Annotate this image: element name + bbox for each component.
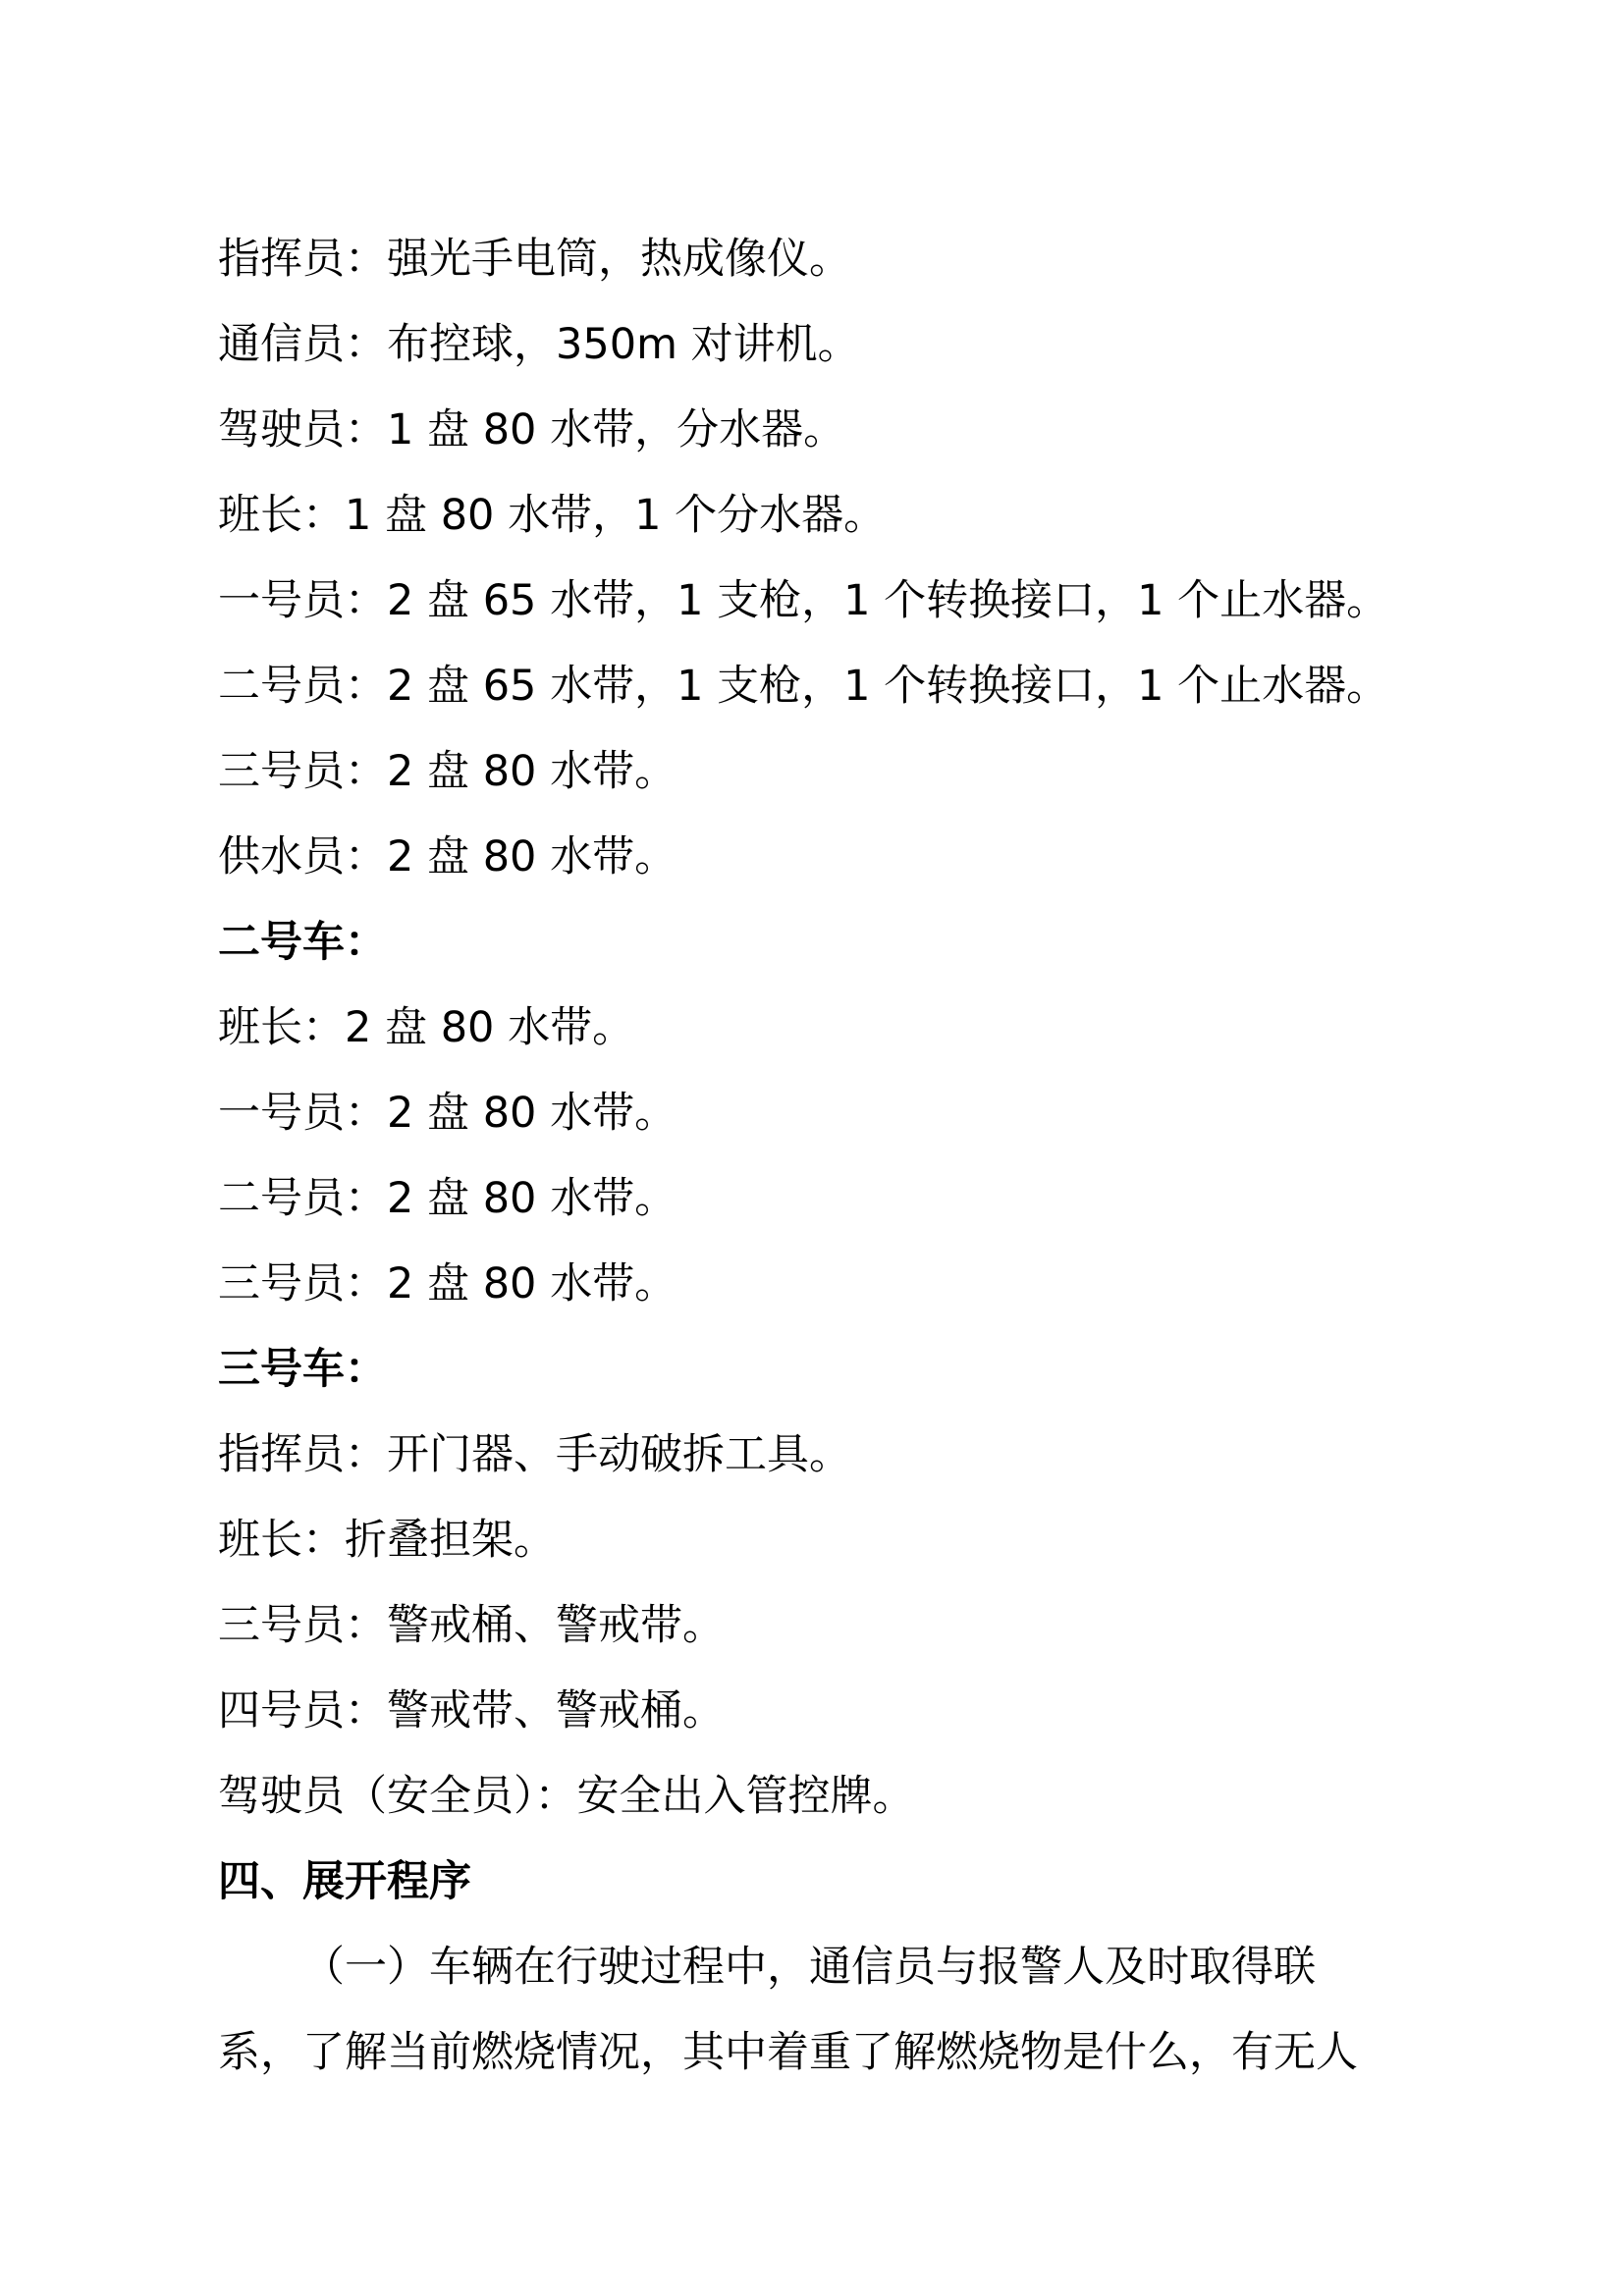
vehicle-2-line-member-3: 三号员：2 盘 80 水带。: [218, 1259, 677, 1308]
vehicle-2-line-squad-leader: 班长：2 盘 80 水带。: [218, 1003, 635, 1052]
equipment-line-squad-leader: 班长：1 盘 80 水带，1 个分水器。: [218, 491, 887, 540]
equipment-line-commander: 指挥员：强光手电筒，热成像仪。: [218, 235, 851, 284]
vehicle-3-line-driver-safety: 驾驶员（安全员）：安全出入管控牌。: [218, 1772, 915, 1821]
section-heading-vehicle-3: 三号车：: [218, 1345, 387, 1394]
paragraph-line-2: 系，了解当前燃烧情况，其中着重了解燃烧物是什么，有无人: [218, 2028, 1358, 2077]
section-heading-deployment-procedure: 四、展开程序: [218, 1857, 471, 1906]
paragraph-line-1: （一）车辆在行驶过程中，通信员与报警人及时取得联: [302, 1943, 1316, 1992]
equipment-line-driver: 驾驶员：1 盘 80 水带，分水器。: [218, 405, 846, 454]
equipment-line-member-1: 一号员：2 盘 65 水带，1 支枪，1 个转换接口，1 个止水器。: [218, 576, 1389, 625]
vehicle-2-line-member-2: 二号员：2 盘 80 水带。: [218, 1174, 677, 1223]
section-heading-vehicle-2: 二号车：: [218, 918, 387, 967]
equipment-line-water-supply: 供水员：2 盘 80 水带。: [218, 832, 677, 881]
vehicle-3-line-commander: 指挥员：开门器、手动破拆工具。: [218, 1430, 851, 1479]
equipment-line-communicator: 通信员：布控球，350m 对讲机。: [218, 320, 860, 369]
document-body: [218, 228, 1416, 2107]
equipment-line-member-2: 二号员：2 盘 65 水带，1 支枪，1 个转换接口，1 个止水器。: [218, 662, 1389, 711]
vehicle-3-line-member-4: 四号员：警戒带、警戒桶。: [218, 1686, 725, 1735]
vehicle-3-line-squad-leader: 班长：折叠担架。: [218, 1516, 556, 1565]
vehicle-2-line-member-1: 一号员：2 盘 80 水带。: [218, 1089, 677, 1138]
equipment-line-member-3: 三号员：2 盘 80 水带。: [218, 747, 677, 796]
vehicle-3-line-member-3: 三号员：警戒桶、警戒带。: [218, 1601, 725, 1650]
